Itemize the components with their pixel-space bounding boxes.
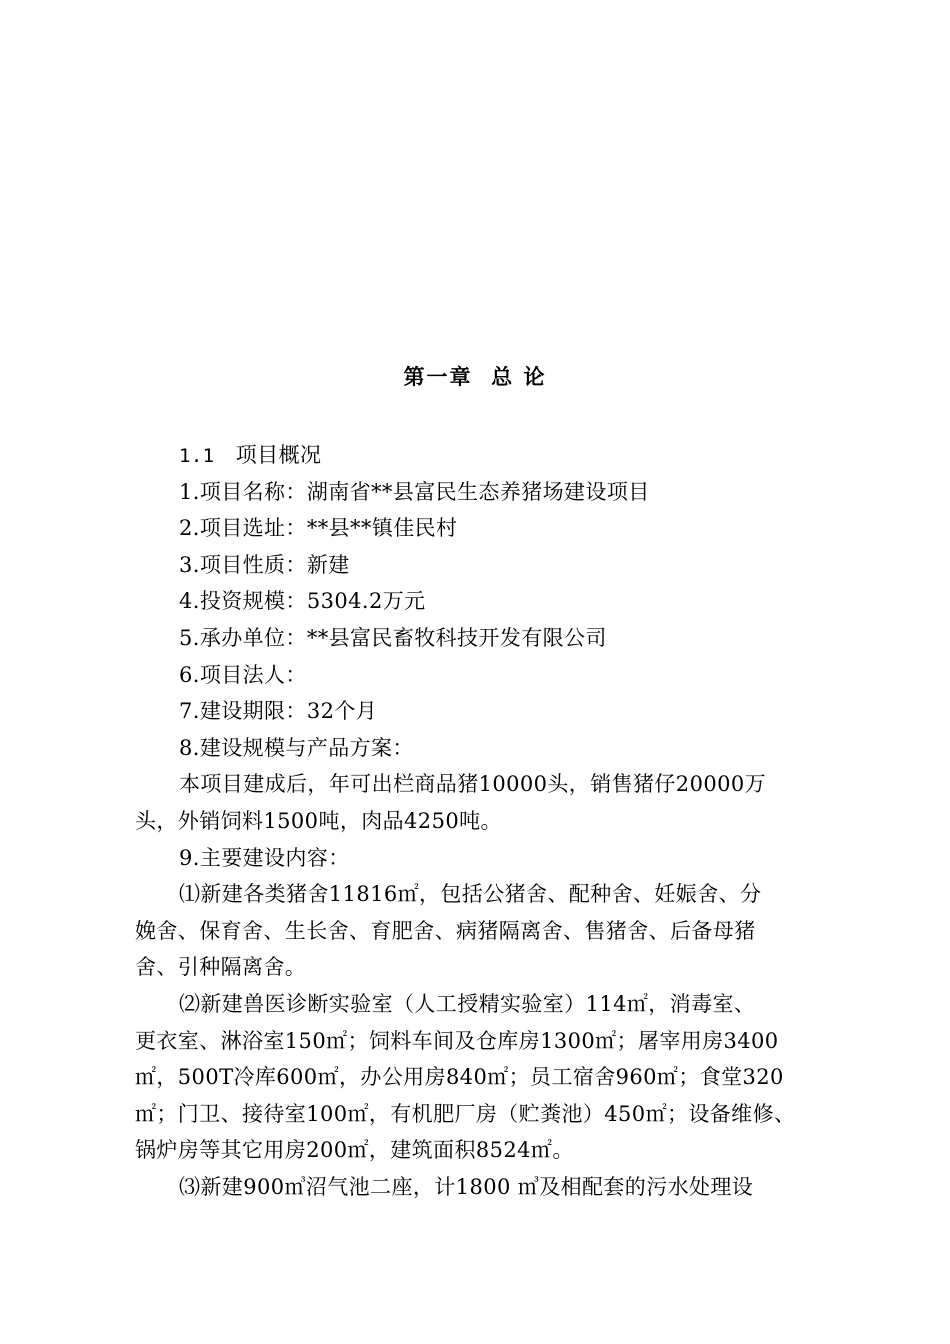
content-paragraph-1 <box>135 876 835 986</box>
paragraph-line: ⑶新建900㎥沼气池二座，计1800 ㎥及相配套的污水处理设 <box>179 1174 754 1199</box>
paragraph-line: ⑵新建兽医诊断实验室（人工授精实验室）114㎡，消毒室、 <box>179 991 756 1016</box>
section-number: 1.1 <box>179 445 215 467</box>
paragraph-line: 娩舍、保育舍、生长舍、育肥舍、病猪隔离舍、售猪舍、后备母猪 <box>135 918 756 943</box>
item-project-nature: 3.项目性质：新建 <box>179 552 350 577</box>
scale-paragraph <box>135 766 835 839</box>
paragraph-line: 头，外销饲料1500吨，肉品4250吨。 <box>135 808 502 833</box>
item-investment-scale: 4.投资规模：5304.2万元 <box>179 589 426 614</box>
paragraph-line: ㎡；门卫、接待室100㎡，有机肥厂房（贮粪池）450㎡；设备维修、 <box>135 1101 796 1126</box>
item-project-name: 1.项目名称：湖南省**县富民生态养猪场建设项目 <box>179 479 650 504</box>
item-organizer: 5.承办单位：**县富民畜牧科技开发有限公司 <box>179 625 607 650</box>
content-paragraph-3 <box>135 1169 835 1206</box>
paragraph-line: 本项目建成后，年可出栏商品猪10000头，销售猪仔20000万 <box>179 772 767 797</box>
paragraph-line: 舍、引种隔离舍。 <box>135 955 307 980</box>
item-main-construction: 9.主要建设内容： <box>179 845 350 870</box>
paragraph-line: 锅炉房等其它用房200㎡，建筑面积8524㎡。 <box>135 1138 574 1163</box>
paragraph-line: 更衣室、淋浴室150㎡；饲料车间及仓库房1300㎡；屠宰用房3400 <box>135 1028 779 1053</box>
section-title: 项目概况 <box>235 443 322 467</box>
document-body <box>135 437 835 1205</box>
item-legal-person: 6.项目法人： <box>179 662 307 687</box>
content-paragraph-2 <box>135 986 835 1169</box>
paragraph-line: ㎡，500T冷库600㎡，办公用房840㎡；员工宿舍960㎡；食堂320 <box>135 1065 784 1090</box>
chapter-title: 第一章 总 论 <box>403 365 547 389</box>
paragraph-line: ⑴新建各类猪舍11816㎡，包括公猪舍、配种舍、妊娠舍、分 <box>179 882 762 907</box>
section-heading <box>135 437 835 474</box>
item-project-location: 2.项目选址：**县**镇佳民村 <box>179 516 458 541</box>
item-scale-and-products: 8.建设规模与产品方案： <box>179 735 414 760</box>
item-construction-period: 7.建设期限：32个月 <box>179 699 378 724</box>
